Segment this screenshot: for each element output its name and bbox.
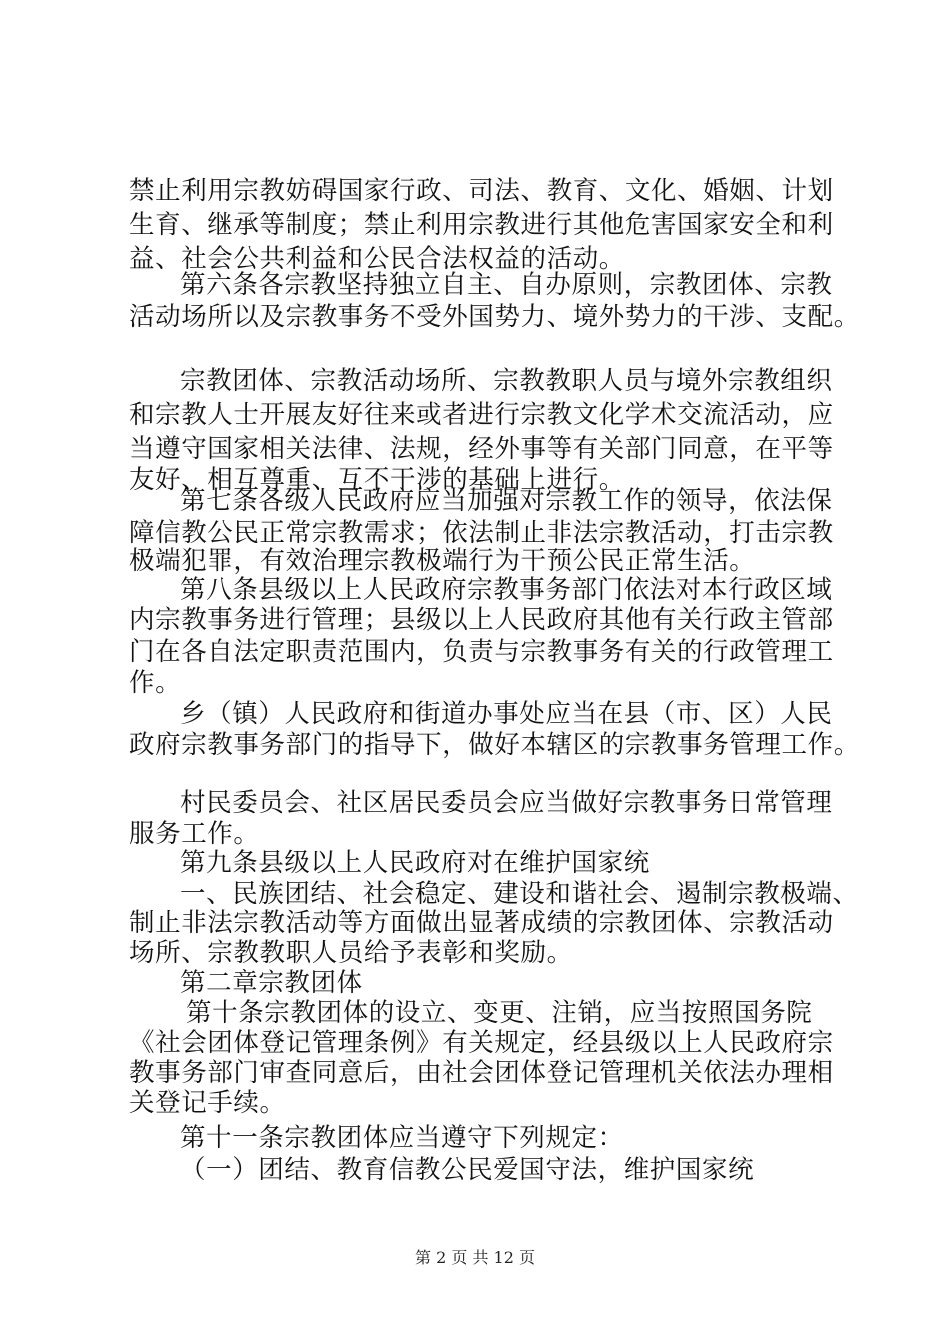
text-line: 服务工作。 (129, 819, 260, 849)
text-line: （一）团结、教育信教公民爱国守法，维护国家统 (180, 1155, 755, 1185)
text-line: 禁止利用宗教妨碍国家行政、司法、教育、文化、婚姻、计划 (129, 176, 834, 206)
text-line: 第十一条宗教团体应当遵守下列规定： (180, 1123, 624, 1153)
text-line: 生育、继承等制度；禁止利用宗教进行其他危害国家安全和利 (129, 210, 834, 240)
text-line: 宗教团体、宗教活动场所、宗教教职人员与境外宗教组织 (180, 366, 833, 396)
text-line: 关登记手续。 (129, 1088, 286, 1118)
text-line: 第九条县级以上人民政府对在维护国家统 (180, 848, 650, 878)
text-line: 一、民族团结、社会稳定、建设和谐社会、遏制宗教极端、 (180, 879, 859, 909)
text-line: 政府宗教事务部门的指导下，做好本辖区的宗教事务管理工作。 (129, 730, 860, 760)
text-line: 和宗教人士开展友好往来或者进行宗教文化学术交流活动，应 (129, 400, 834, 430)
text-line: 乡（镇）人民政府和街道办事处应当在县（市、区）人民 (180, 699, 833, 729)
text-line: 第十条宗教团体的设立、变更、注销，应当按照国务院 (186, 998, 813, 1028)
text-line: 友好、相互尊重、互不干涉的基础上进行。 (129, 465, 625, 495)
text-line: 第八条县级以上人民政府宗教事务部门依法对本行政区域 (180, 575, 833, 605)
text-line: 极端犯罪，有效治理宗教极端行为干预公民正常生活。 (129, 546, 756, 576)
page-number: 第 2 页 共 12 页 (415, 1248, 535, 1267)
text-line: 制止非法宗教活动等方面做出显著成绩的宗教团体、宗教活动 (129, 908, 834, 938)
text-line: 教事务部门审查同意后，由社会团体登记管理机关依法办理相 (129, 1058, 834, 1088)
text-line: 内宗教事务进行管理；县级以上人民政府其他有关行政主管部 (129, 605, 834, 635)
text-line: 场所、宗教教职人员给予表彰和奖励。 (129, 938, 573, 968)
text-line: 障信教公民正常宗教需求；依法制止非法宗教活动，打击宗教 (129, 518, 834, 548)
text-line: 村民委员会、社区居民委员会应当做好宗教事务日常管理 (180, 788, 833, 818)
text-line: 活动场所以及宗教事务不受外国势力、境外势力的干涉、支配。 (129, 302, 860, 332)
text-line: 当遵守国家相关法律、法规，经外事等有关部门同意，在平等 (129, 434, 834, 464)
chapter-heading: 第二章宗教团体 (180, 968, 363, 998)
text-line: 第六条各宗教坚持独立自主、自办原则，宗教团体、宗教 (180, 270, 833, 300)
text-line: 益、社会公共利益和公民合法权益的活动。 (129, 244, 625, 274)
text-line: 《社会团体登记管理条例》有关规定，经县级以上人民政府宗 (129, 1028, 834, 1058)
text-line: 门在各自法定职责范围内，负责与宗教事务有关的行政管理工 (129, 637, 834, 667)
text-line: 第七条各级人民政府应当加强对宗教工作的领导，依法保 (180, 486, 833, 516)
text-line: 作。 (129, 668, 182, 698)
